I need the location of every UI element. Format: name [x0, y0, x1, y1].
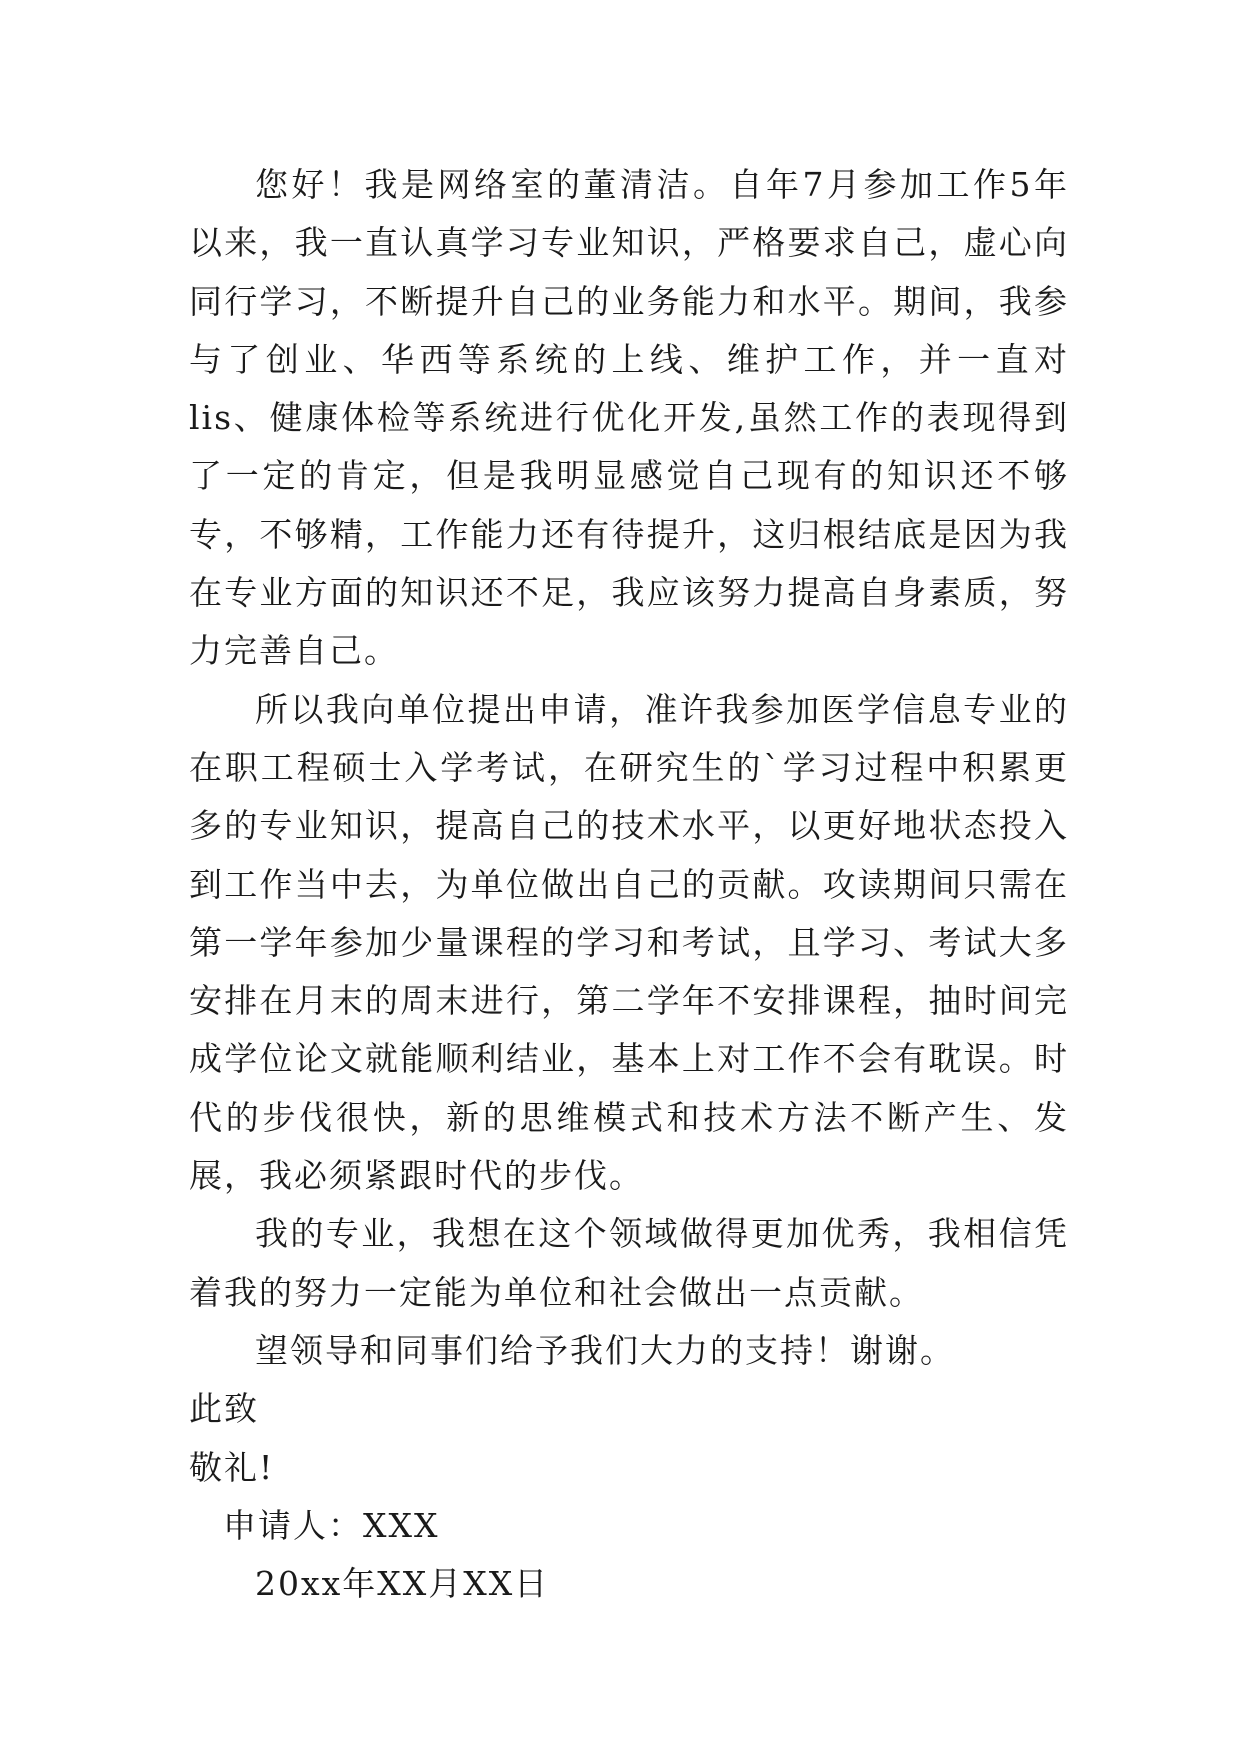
closing-salutation: 此致 [189, 1389, 259, 1429]
paragraph-4: 望领导和同事们给予我们大力的支持！谢谢。 [255, 1330, 955, 1370]
paragraph-3: 我的专业，我想在这个领域做得更加优秀，我相信凭着我的努力一定能为单位和社会做出一点贡献。 [189, 1214, 1069, 1312]
applicant-signature: 申请人：XXX [223, 1505, 440, 1545]
paragraph-2: 所以我向单位提出申请，准许我参加医学信息专业的在职工程硕士入学考试，在研究生的`学习过程中积累更多的专业知识，提高自己的技术水平，以更好地状态投入到工作当中去，为单位做出自己的贡献。攻读期间只需在第一学年参加少量课程的学习和考试，且学习、考试大多安排在月末的周末进行，第二学年不安排课程，抽时间完成学位论文就能顺利结业，基本上对工作不会有耽误。时代的步伐很快，新的思维模式和技术方法不断产生、发展，我必须紧跟时代的步伐。 [189, 689, 1069, 1196]
letter-date: 20xx年XX月XX日 [255, 1564, 550, 1604]
letter-body [189, 156, 1069, 1613]
closing-regards: 敬礼! [189, 1447, 275, 1487]
paragraph-1: 您好！我是网络室的董清洁。自年7月参加工作5年以来，我一直认真学习专业知识，严格要求自己，虚心向同行学习，不断提升自己的业务能力和水平。期间，我参与了创业、华西等系统的上线、维护工作，并一直对lis、健康体检等系统进行优化开发,虽然工作的表现得到了一定的肯定，但是我明显感觉自己现有的知识还不够专，不够精，工作能力还有待提升，这归根结底是因为我在专业方面的知识还不足，我应该努力提高自身素质，努力完善自己。 [189, 165, 1069, 671]
